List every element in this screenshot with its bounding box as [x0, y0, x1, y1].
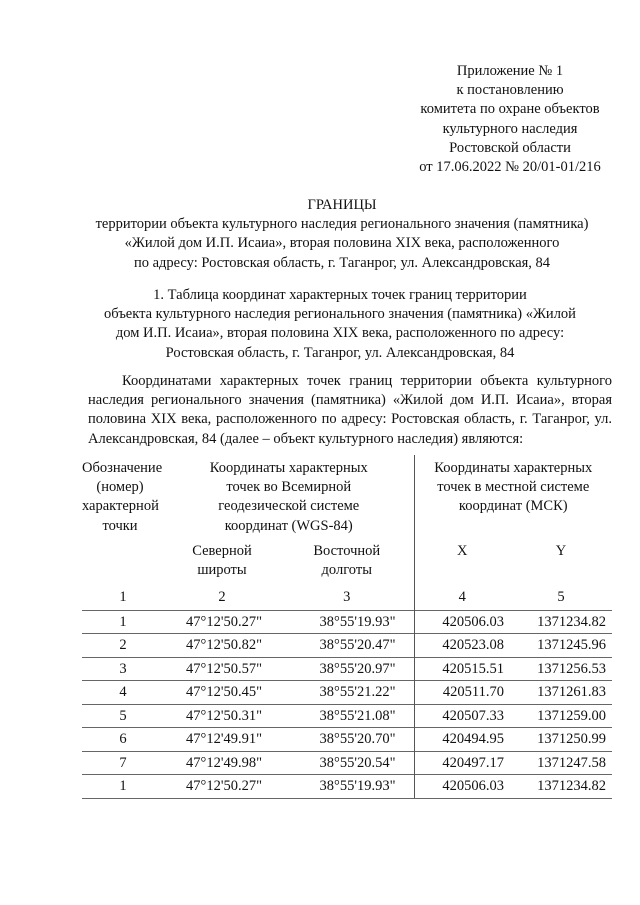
title-line: «Жилой дом И.П. Исаиа», вторая половина XIX века, расположенного	[124, 235, 560, 252]
x-cell: 420515.51	[414, 657, 510, 681]
y-cell: 1371259.00	[510, 704, 612, 728]
longitude-cell: 38°55'20.54"	[280, 751, 414, 775]
title-heading: ГРАНИЦЫ	[307, 197, 377, 213]
point-cell: 2	[82, 634, 164, 658]
col-number: 1	[119, 588, 127, 605]
y-cell: 1371261.83	[510, 681, 612, 705]
section-line: Ростовская область, г. Таганрог, ул. Александровская, 84	[165, 344, 515, 361]
longitude-cell: 38°55'19.93"	[280, 775, 414, 799]
title-line: по адресу: Ростовская область, г. Таганрог, ул. Александровская, 84	[133, 254, 551, 271]
header-wgs: Координаты характерных точек во Всемирной геодезической системе координат (WGS-84)	[209, 460, 368, 534]
latitude-cell: 47°12'50.27"	[164, 775, 280, 799]
x-cell: 420497.17	[414, 751, 510, 775]
title-line: территории объекта культурного наследия регионального значения (памятника)	[95, 216, 589, 233]
x-cell: 420506.03	[414, 775, 510, 799]
point-cell: 6	[82, 728, 164, 752]
y-cell: 1371256.53	[510, 657, 612, 681]
point-cell: 3	[82, 657, 164, 681]
latitude-cell: 47°12'49.91"	[164, 728, 280, 752]
x-cell: 420511.70	[414, 681, 510, 705]
header-lat: Северной широты	[192, 542, 252, 579]
longitude-cell: 38°55'19.93"	[280, 610, 414, 634]
latitude-cell: 47°12'49.98"	[164, 751, 280, 775]
header-y: Y	[555, 542, 567, 559]
document-title	[40, 196, 640, 273]
x-cell: 420494.95	[414, 728, 510, 752]
header-lon: Восточной долготы	[313, 542, 381, 579]
table-row	[82, 704, 612, 728]
x-cell: 420507.33	[414, 704, 510, 728]
table-row	[82, 634, 612, 658]
table-row	[82, 610, 612, 634]
y-cell: 1371250.99	[510, 728, 612, 752]
section-title	[60, 286, 620, 363]
y-cell: 1371234.82	[510, 775, 612, 799]
longitude-cell: 38°55'21.22"	[280, 681, 414, 705]
latitude-cell: 47°12'50.45"	[164, 681, 280, 705]
point-cell: 1	[82, 610, 164, 634]
latitude-cell: 47°12'50.27"	[164, 610, 280, 634]
section-line: 1. Таблица координат характерных точек границ территории	[153, 287, 527, 303]
section-line: дом И.П. Исаиа», вторая половина XIX века, расположенного по адресу:	[115, 325, 565, 342]
annex-line: культурного наследия	[442, 120, 578, 137]
y-cell: 1371245.96	[510, 634, 612, 658]
annex-line: к постановлению	[456, 82, 564, 99]
latitude-cell: 47°12'50.31"	[164, 704, 280, 728]
annex-line: комитета по охране объектов	[420, 101, 600, 118]
x-cell: 420523.08	[414, 634, 510, 658]
col-number: 3	[343, 588, 351, 605]
x-cell: 420506.03	[414, 610, 510, 634]
header-msk: Координаты характерных точек в местной системе координат (МСК)	[414, 455, 612, 542]
col-number: 4	[414, 588, 510, 611]
table-row	[82, 657, 612, 681]
coordinates-table	[82, 455, 612, 799]
longitude-cell: 38°55'20.47"	[280, 634, 414, 658]
table-row	[82, 775, 612, 799]
header-x: X	[414, 542, 510, 588]
latitude-cell: 47°12'50.57"	[164, 657, 280, 681]
longitude-cell: 38°55'20.97"	[280, 657, 414, 681]
point-cell: 7	[82, 751, 164, 775]
y-cell: 1371247.58	[510, 751, 612, 775]
annex-line: Ростовской области	[449, 139, 571, 156]
annex-note	[390, 62, 630, 177]
latitude-cell: 47°12'50.82"	[164, 634, 280, 658]
section-line: объекта культурного наследия регионального значения (памятника) «Жилой	[104, 306, 576, 323]
table-row	[82, 728, 612, 752]
point-cell: 1	[82, 775, 164, 799]
intro-paragraph: Координатами характерных точек границ территории объекта культурного наследия регионального значения (памятника) «Жилой дом И.П. Исаиа», вторая половина XIX века, расположенного по адресу: Ростовская область, г. Таганрог, ул. Александровская, 84 (далее – объект культурного наследия) являются:	[88, 373, 612, 447]
table-row	[82, 751, 612, 775]
longitude-cell: 38°55'21.08"	[280, 704, 414, 728]
point-cell: 4	[82, 681, 164, 705]
point-cell: 5	[82, 704, 164, 728]
col-number: 5	[557, 588, 565, 605]
col-number: 2	[218, 588, 226, 605]
annex-line: Приложение № 1	[456, 63, 564, 79]
table-row	[82, 681, 612, 705]
header-point: Обозначение (номер) характерной точки	[82, 460, 163, 534]
longitude-cell: 38°55'20.70"	[280, 728, 414, 752]
annex-line: от 17.06.2022 № 20/01-01/216	[419, 159, 601, 176]
y-cell: 1371234.82	[510, 610, 612, 634]
